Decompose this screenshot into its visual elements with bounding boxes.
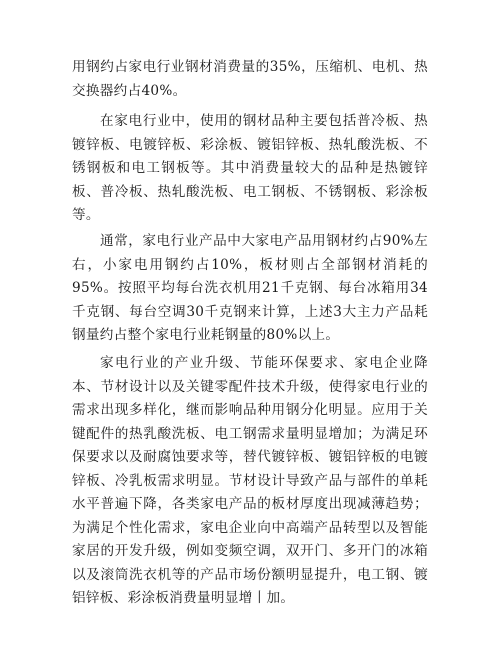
paragraph-2: 在家电行业中，使用的钢材品种主要包括普冷板、热镀锌板、电镀锌板、彩涂板、镀铝锌板、热轧酸洗板、不锈钢板和电工钢板等。其中消费量较大的品种是热镀锌板、普冷板、热轧酸洗板、电工钢板、不锈钢板、彩涂板等。 bbox=[72, 113, 428, 223]
paragraph-1: 用钢约占家电行业钢材消费量的35%，压缩机、电机、热交换器约占40%。 bbox=[72, 59, 428, 99]
paragraph-3: 通常，家电行业产品中大家电产品用钢材约占90%左右，小家电用钢约占10%，板材则占全部钢材消耗的95%。按照平均每台洗衣机用21千克钢、每台冰箱用34千克钢、每台空调30千克钢来计算，上述3大主力产品耗钢量约占整个家电行业耗钢量的80%以上。 bbox=[72, 233, 428, 343]
paragraph-4: 家电行业的产业升级、节能环保要求、家电企业降本、节材设计以及关键零配件技术升级，使得家电行业的需求出现多样化，继而影响品种用钢分化明显。应用于关键配件的热乳酸洗板、电工钢需求量明显增加；为满足环保要求以及耐腐蚀要求等，替代镀锌板、镀铝锌板的电镀锌板、冷乳板需求明显。节材设计导致产品与部件的单耗水平普遍下降，各类家电产品的板材厚度出现减薄趋势；为满足个性化需求，家电企业向中高端产品转型以及智能家居的开发升级，例如变频空调，双开门、多开门的冰箱以及滚筒洗衣机等的产品市场份额明显提升，电工钢、镀铝锌板、彩涂板消费量明显增丨加。 bbox=[72, 355, 428, 606]
